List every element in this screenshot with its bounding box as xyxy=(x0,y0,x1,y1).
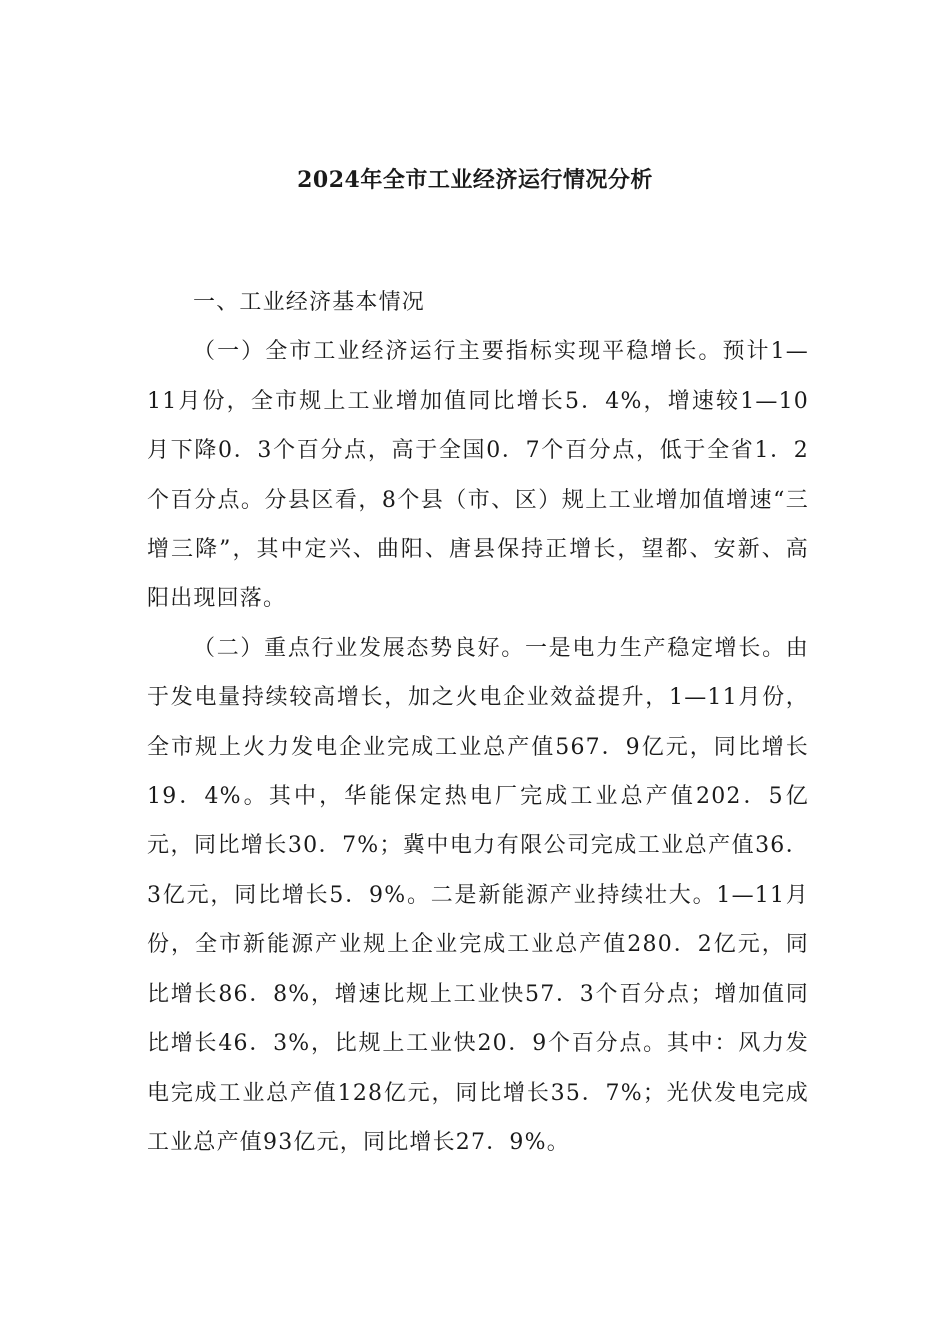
document-body xyxy=(147,278,809,1167)
document-title: 2024年全市工业经济运行情况分析 xyxy=(297,167,653,193)
section-heading: 一、工业经济基本情况 xyxy=(193,290,426,315)
paragraph-2: （二）重点行业发展态势良好。一是电力生产稳定增长。由于发电量持续较高增长，加之火电企业效益提升，1—11月份，全市规上火力发电企业完成工业总产值567．9亿元，同比增长19．4%。其中，华能保定热电厂完成工业总产值202．5亿元，同比增长30．7%；冀中电力有限公司完成工业总产值36．3亿元，同比增长5．9%。二是新能源产业持续壮大。1—11月份，全市新能源产业规上企业完成工业总产值280．2亿元，同比增长86．8%，增速比规上工业快57．3个百分点；增加值同比增长46．3%，比规上工业快20．9个百分点。其中：风力发电完成工业总产值128亿元，同比增长35．7%；光伏发电完成工业总产值93亿元，同比增长27．9%。 xyxy=(147,635,809,1155)
paragraph-1: （一）全市工业经济运行主要指标实现平稳增长。预计1—11月份，全市规上工业增加值同比增长5．4%，增速较1—10月下降0．3个百分点，高于全国0．7个百分点，低于全省1．2个百分点。分县区看，8个县（市、区）规上工业增加值增速“三增三降”，其中定兴、曲阳、唐县保持正增长，望都、安新、高阳出现回落。 xyxy=(147,339,809,612)
